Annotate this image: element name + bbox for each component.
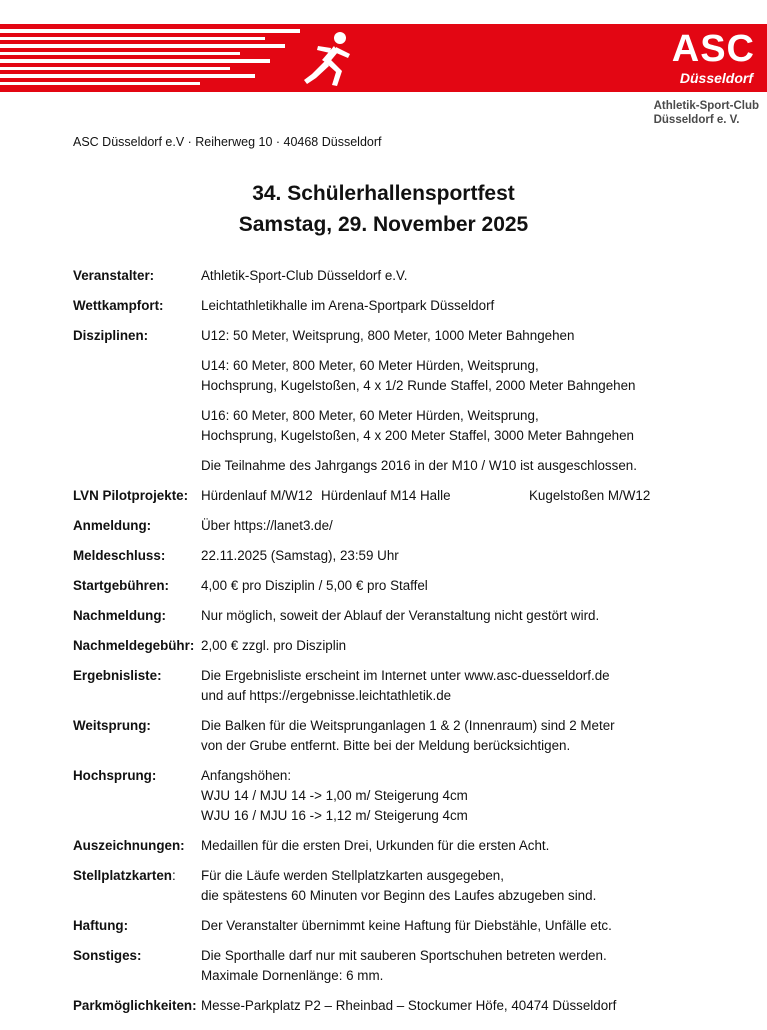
sonstiges-line1: Die Sporthalle darf nur mit sauberen Sportschuhen betreten werden. xyxy=(201,948,607,963)
row-label: Anmeldung: xyxy=(73,518,152,533)
disziplin-u14 xyxy=(201,356,713,396)
disziplin-u14-line2: Hochsprung, Kugelstoßen, 4 x 1/2 Runde Staffel, 2000 Meter Bahngehen xyxy=(201,378,636,393)
disziplin-u12: U12: 50 Meter, Weitsprung, 800 Meter, 1000 Meter Bahngehen xyxy=(201,328,575,343)
sender-address: ASC Düsseldorf e.V · Reiherweg 10 · 40468 Düsseldorf xyxy=(73,135,382,149)
row-value: Über https://lanet3.de/ xyxy=(201,518,333,533)
info-list xyxy=(73,266,713,1016)
row-value xyxy=(201,666,713,706)
row-weitsprung xyxy=(73,716,713,756)
row-value: 22.11.2025 (Samstag), 23:59 Uhr xyxy=(201,548,399,563)
row-ergebnisliste xyxy=(73,666,713,706)
row-value: 4,00 € pro Disziplin / 5,00 € pro Staffel xyxy=(201,578,428,593)
sonstiges-line2: Maximale Dornenlänge: 6 mm. xyxy=(201,968,384,983)
title-line1: 34. Schülerhallensportfest xyxy=(252,182,515,205)
row-nachmeldung xyxy=(73,606,713,626)
document-title xyxy=(0,178,767,240)
row-auszeichnungen xyxy=(73,836,713,856)
stellplatzkarten-line1: Für die Läufe werden Stellplatzkarten ausgegeben, xyxy=(201,868,504,883)
row-label: Haftung: xyxy=(73,918,129,933)
row-label: LVN Pilotprojekte: xyxy=(73,488,189,503)
row-value: Athletik-Sport-Club Düsseldorf e.V. xyxy=(201,268,408,283)
row-value xyxy=(201,716,713,756)
row-startgebuehren xyxy=(73,576,713,596)
row-stellplatzkarten xyxy=(73,866,713,906)
disziplin-u16 xyxy=(201,406,713,446)
weitsprung-line1: Die Balken für die Weitsprunganlagen 1 & 2 (Innenraum) sind 2 Meter xyxy=(201,718,615,733)
row-label: Meldeschluss: xyxy=(73,548,166,563)
row-value xyxy=(201,866,713,906)
row-label-colon: : xyxy=(171,868,176,883)
row-value: Medaillen für die ersten Drei, Urkunden für die ersten Acht. xyxy=(201,838,550,853)
row-label: Auszeichnungen: xyxy=(73,838,185,853)
club-name-line1: Athletik-Sport-Club xyxy=(653,100,759,112)
row-label-text: Stellplatzkarten xyxy=(73,868,172,883)
header-banner xyxy=(0,24,767,92)
disziplin-note: Die Teilnahme des Jahrgangs 2016 in der M10 / W10 ist ausgeschlossen. xyxy=(201,458,637,473)
row-disziplinen xyxy=(73,326,713,476)
row-meldeschluss xyxy=(73,546,713,566)
club-name-line2: Düsseldorf e. V. xyxy=(653,114,740,126)
row-hochsprung xyxy=(73,766,713,826)
weitsprung-line2: von der Grube entfernt. Bitte bei der Meldung berücksichtigen. xyxy=(201,738,571,753)
row-value: Leichtathletikhalle im Arena-Sportpark Düsseldorf xyxy=(201,298,495,313)
pilot-item: Hürdenlauf M/W12 xyxy=(201,488,313,503)
speed-stripes-graphic xyxy=(0,24,330,92)
disziplin-u14-line1: U14: 60 Meter, 800 Meter, 60 Meter Hürden, Weitsprung, xyxy=(201,358,539,373)
row-value: Nur möglich, soweit der Ablauf der Veranstaltung nicht gestört wird. xyxy=(201,608,600,623)
row-label: Ergebnisliste: xyxy=(73,668,162,683)
row-label: Hochsprung: xyxy=(73,768,157,783)
row-label: Sonstiges: xyxy=(73,948,142,963)
row-label: Disziplinen: xyxy=(73,328,149,343)
row-value xyxy=(201,486,713,506)
row-value: Messe-Parkplatz P2 – Rheinbad – Stockumer Höfe, 40474 Düsseldorf xyxy=(201,998,617,1013)
ergebnisliste-line2: und auf https://ergebnisse.leichtathletik.de xyxy=(201,688,452,703)
disziplin-u16-line1: U16: 60 Meter, 800 Meter, 60 Meter Hürden, Weitsprung, xyxy=(201,408,539,423)
row-label: Startgebühren: xyxy=(73,578,169,593)
row-label: Wettkampfort: xyxy=(73,298,164,313)
row-label: Veranstalter: xyxy=(73,268,155,283)
row-wettkampfort xyxy=(73,296,713,316)
row-haftung xyxy=(73,916,713,936)
row-sonstiges xyxy=(73,946,713,986)
row-label xyxy=(73,866,201,906)
disziplin-u16-line2: Hochsprung, Kugelstoßen, 4 x 200 Meter Staffel, 3000 Meter Bahngehen xyxy=(201,428,634,443)
row-nachmeldegebuehr xyxy=(73,636,713,656)
row-value: Der Veranstalter übernimmt keine Haftung für Diebstähle, Unfälle etc. xyxy=(201,918,612,933)
row-veranstalter xyxy=(73,266,713,286)
row-value xyxy=(201,946,713,986)
row-label: Parkmöglichkeiten: xyxy=(73,998,197,1013)
row-value: 2,00 € zzgl. pro Disziplin xyxy=(201,638,347,653)
logo-subtext: Düsseldorf xyxy=(679,70,753,86)
pilot-item: Kugelstoßen M/W12 xyxy=(529,488,651,503)
pilot-item: Hürdenlauf M14 Halle xyxy=(321,488,451,503)
logo-text: ASC xyxy=(671,28,755,70)
row-parkmoeglichkeiten xyxy=(73,996,713,1016)
row-pilotprojekte xyxy=(73,486,713,506)
row-label: Weitsprung: xyxy=(73,718,151,733)
hochsprung-line2: WJU 14 / MJU 14 -> 1,00 m/ Steigerung 4cm xyxy=(201,788,468,803)
row-anmeldung xyxy=(73,516,713,536)
ergebnisliste-line1: Die Ergebnisliste erscheint im Internet unter www.asc-duesseldorf.de xyxy=(201,668,610,683)
row-label: Nachmeldegebühr: xyxy=(73,638,195,653)
row-value xyxy=(201,326,713,476)
row-label: Nachmeldung: xyxy=(73,608,166,623)
runner-icon xyxy=(298,30,360,88)
hochsprung-line3: WJU 16 / MJU 16 -> 1,12 m/ Steigerung 4cm xyxy=(201,808,468,823)
hochsprung-line1: Anfangshöhen: xyxy=(201,768,292,783)
club-name xyxy=(654,99,759,127)
row-value xyxy=(201,766,713,826)
stellplatzkarten-line2: die spätestens 60 Minuten vor Beginn des Laufes abzugeben sind. xyxy=(201,888,597,903)
title-line2: Samstag, 29. November 2025 xyxy=(238,213,529,236)
